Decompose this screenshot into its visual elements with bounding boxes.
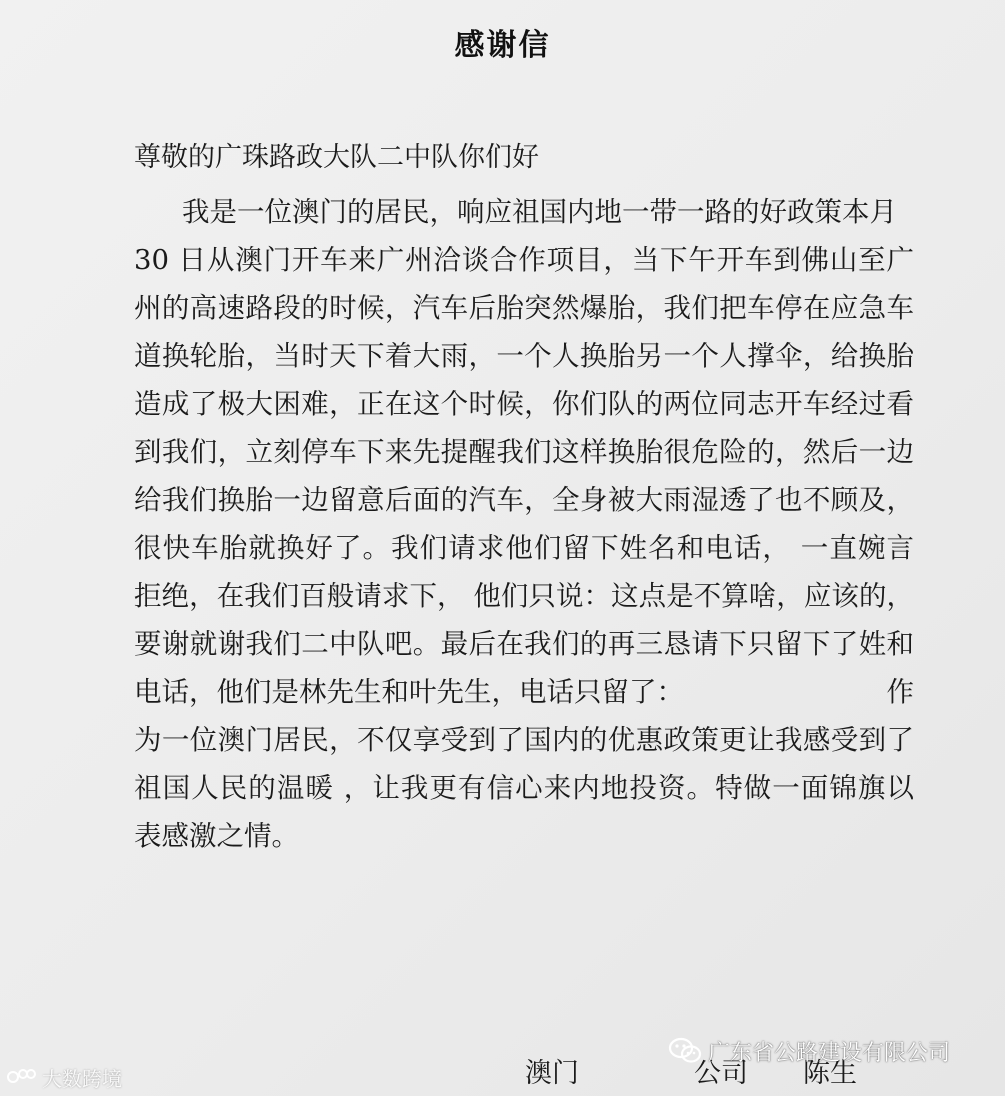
body-line: 很快车胎就换好了。我们请求他们留下姓名和电话， 一直婉言 [134, 532, 914, 564]
body-line: 要谢就谢我们二中队吧。最后在我们的再三恳请下只留下了姓和 [134, 628, 914, 660]
body-line: 为一位澳门居民，不仅享受到了国内的优惠政策更让我感受到了 [134, 724, 914, 756]
body-line-tail: 作 [886, 676, 914, 708]
watermark-right-text: 广东省公路建设有限公司 [708, 1040, 951, 1066]
wechat-icon [668, 1036, 702, 1066]
body-line-with-blank [134, 668, 914, 716]
letter-body [134, 188, 914, 860]
body-line: 给我们换胎一边留意后面的汽车，全身被大雨湿透了也不顾及， [134, 484, 914, 516]
body-line: 祖国人民的温暖 ，让我更有信心来内地投资。特做一面锦旗以 [134, 772, 914, 804]
body-line: 造成了极大困难，正在这个时候，你们队的两位同志开车经过看 [134, 388, 914, 420]
body-line: 拒绝，在我们百般请求下， 他们只说：这点是不算啥，应该的， [134, 580, 914, 612]
signature-company: 公司 [694, 1058, 748, 1089]
body-line: 30 日从澳门开车来广州洽谈合作项目，当下午开车到佛山至广 [134, 244, 914, 276]
body-line: 道换轮胎，当时天下着大雨，一个人换胎另一个人撑伞，给换胎 [134, 340, 914, 372]
body-line: 我是一位澳门的居民，响应祖国内地一带一路的好政策本月 [182, 196, 897, 228]
body-line: 表感激之情。 [134, 820, 299, 852]
signature-place: 澳门 [525, 1058, 579, 1089]
watermark-right [668, 1033, 950, 1069]
watermark-left-text: 大数跨境 [42, 1066, 122, 1091]
body-line: 到我们，立刻停车下来先提醒我们这样换胎很危险的，然后一边 [134, 436, 914, 468]
body-line: 州的高速路段的时候，汽车后胎突然爆胎，我们把车停在应急车 [134, 292, 914, 324]
letter-greeting: 尊敬的广珠路政大队二中队你们好 [134, 142, 539, 173]
letter-title: 感谢信 [454, 28, 551, 63]
signature-name: 陈生 [803, 1058, 857, 1089]
logo-mark-icon [6, 1066, 36, 1088]
body-line-text: 电话，他们是林先生和叶先生，电话只留了： [134, 676, 684, 708]
watermark-left [6, 1062, 122, 1092]
